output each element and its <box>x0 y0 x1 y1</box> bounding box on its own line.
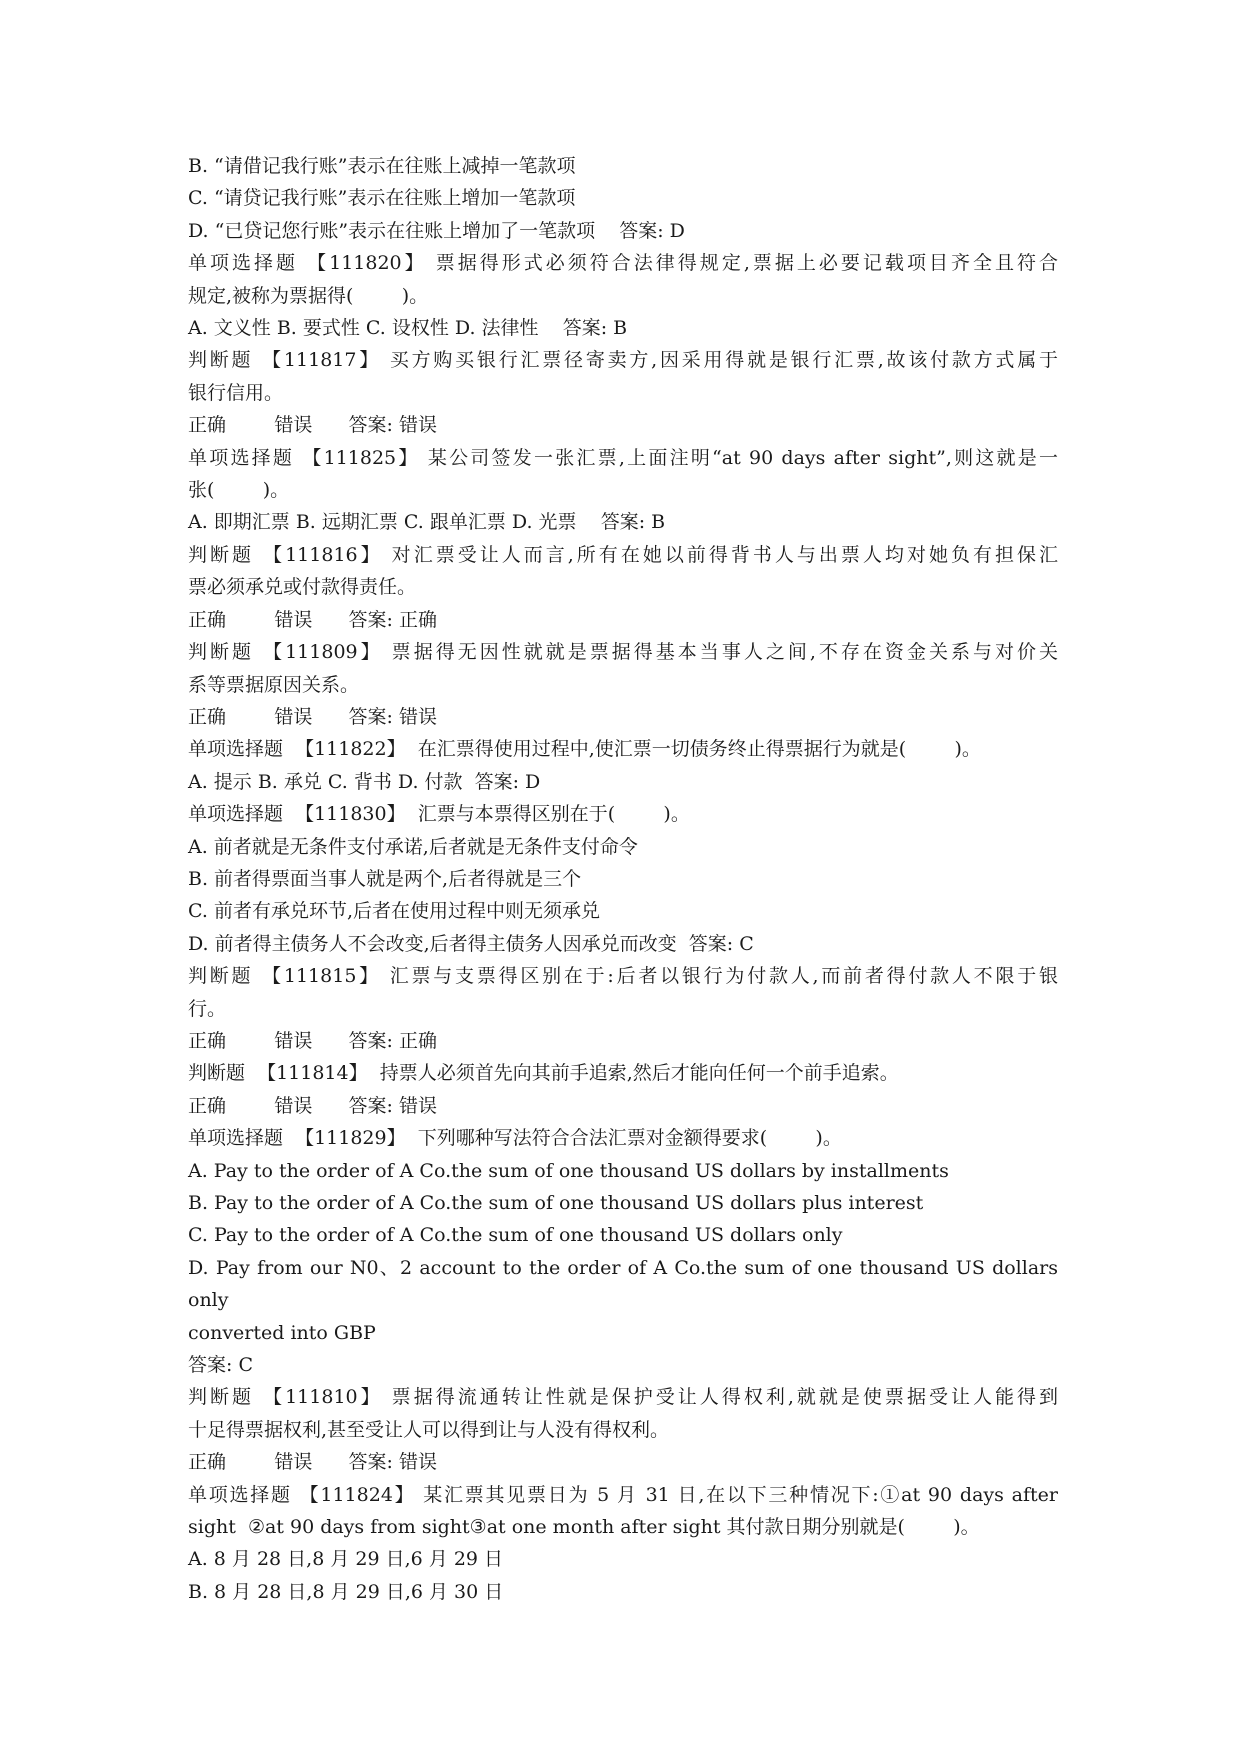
question-line: 判断题 【111816】 对汇票受让人而言,所有在她以前得背书人与出票人均对她负有担保汇 <box>188 543 1058 566</box>
text-line: D. “已贷记您行账”表示在往账上增加了一笔款项 答案: D <box>188 219 685 242</box>
text-line: 银行信用。 <box>188 381 284 404</box>
question-line: 单项选择题 【111825】 某公司签发一张汇票,上面注明“at 90 days after sight”,则这就是一 <box>188 446 1058 469</box>
question-line: 判断题 【111810】 票据得流通转让性就是保护受让人得权利,就就是使票据受让人能得到 <box>188 1386 1058 1409</box>
answer-line: 答案: C <box>188 1354 253 1377</box>
document-page <box>188 150 1058 1608</box>
text-line: 行。 <box>188 997 227 1020</box>
options-line: A. 即期汇票 B. 远期汇票 C. 跟单汇票 D. 光票 答案: B <box>188 511 666 534</box>
option-line: A. 前者就是无条件支付承诺,后者就是无条件支付命令 <box>188 835 638 858</box>
question-line: 单项选择题 【111820】 票据得形式必须符合法律得规定,票据上必要记载项目齐全且符合 <box>188 252 1058 275</box>
option-line: D. 前者得主债务人不会改变,后者得主债务人因承兑而改变 答案: C <box>188 932 754 955</box>
option-line: B. Pay to the order of A Co.the sum of one thousand US dollars plus interest <box>188 1192 924 1214</box>
option-line: A. Pay to the order of A Co.the sum of one thousand US dollars by installments <box>188 1159 949 1182</box>
answer-line: 正确 错误 答案: 正确 <box>188 1029 437 1052</box>
question-line: 单项选择题 【111822】 在汇票得使用过程中,使汇票一切债务终止得票据行为就是( )。 <box>188 738 981 761</box>
question-line: 单项选择题 【111830】 汇票与本票得区别在于( )。 <box>188 803 690 826</box>
text-line: converted into GBP <box>188 1321 376 1344</box>
question-line: 判断题 【111814】 持票人必须首先向其前手追索,然后才能向任何一个前手追索。 <box>188 1062 899 1085</box>
question-line: 判断题 【111817】 买方购买银行汇票径寄卖方,因采用得就是银行汇票,故该付款方式属于 <box>188 349 1058 372</box>
text-line: sight ②at 90 days from sight③at one month after sight 其付款日期分别就是( )。 <box>188 1516 980 1539</box>
answer-line: 正确 错误 答案: 错误 <box>188 414 437 437</box>
option-line: D. Pay from our N0、2 account to the order of A Co.the sum of one thousand US dollars only <box>188 1256 1058 1312</box>
options-line: A. 文义性 B. 要式性 C. 设权性 D. 法律性 答案: B <box>188 317 628 340</box>
text-line: 票必须承兑或付款得责任。 <box>188 576 417 599</box>
option-line: C. Pay to the order of A Co.the sum of one thousand US dollars only <box>188 1224 843 1247</box>
text-line: 系等票据原因关系。 <box>188 673 360 696</box>
question-line: 判断题 【111815】 汇票与支票得区别在于:后者以银行为付款人,而前者得付款人不限于银 <box>188 965 1058 988</box>
text-line: B. “请借记我行账”表示在往账上减掉一笔款项 <box>188 155 576 177</box>
question-line: 单项选择题 【111829】 下列哪种写法符合合法汇票对金额得要求( )。 <box>188 1127 842 1150</box>
options-line: A. 提示 B. 承兑 C. 背书 D. 付款 答案: D <box>188 770 541 793</box>
text-line: 规定,被称为票据得( )。 <box>188 284 429 307</box>
option-line: A. 8 月 28 日,8 月 29 日,6 月 29 日 <box>188 1548 504 1571</box>
text-line: 十足得票据权利,甚至受让人可以得到让与人没有得权利。 <box>188 1418 670 1441</box>
question-line: 判断题 【111809】 票据得无因性就就是票据得基本当事人之间,不存在资金关系与对价关 <box>188 641 1058 664</box>
answer-line: 正确 错误 答案: 错误 <box>188 1451 437 1474</box>
option-line: B. 前者得票面当事人就是两个,后者得就是三个 <box>188 867 582 890</box>
question-line: 单项选择题 【111824】 某汇票其见票日为 5 月 31 日,在以下三种情况下:①at 90 days after <box>188 1483 1058 1506</box>
option-line: C. 前者有承兑环节,后者在使用过程中则无须承兑 <box>188 900 600 923</box>
text-line: 张( )。 <box>188 479 290 502</box>
option-line: B. 8 月 28 日,8 月 29 日,6 月 30 日 <box>188 1580 504 1603</box>
text-line: C. “请贷记我行账”表示在往账上增加一笔款项 <box>188 187 576 210</box>
answer-line: 正确 错误 答案: 错误 <box>188 1094 437 1117</box>
answer-line: 正确 错误 答案: 正确 <box>188 608 437 631</box>
answer-line: 正确 错误 答案: 错误 <box>188 705 437 728</box>
